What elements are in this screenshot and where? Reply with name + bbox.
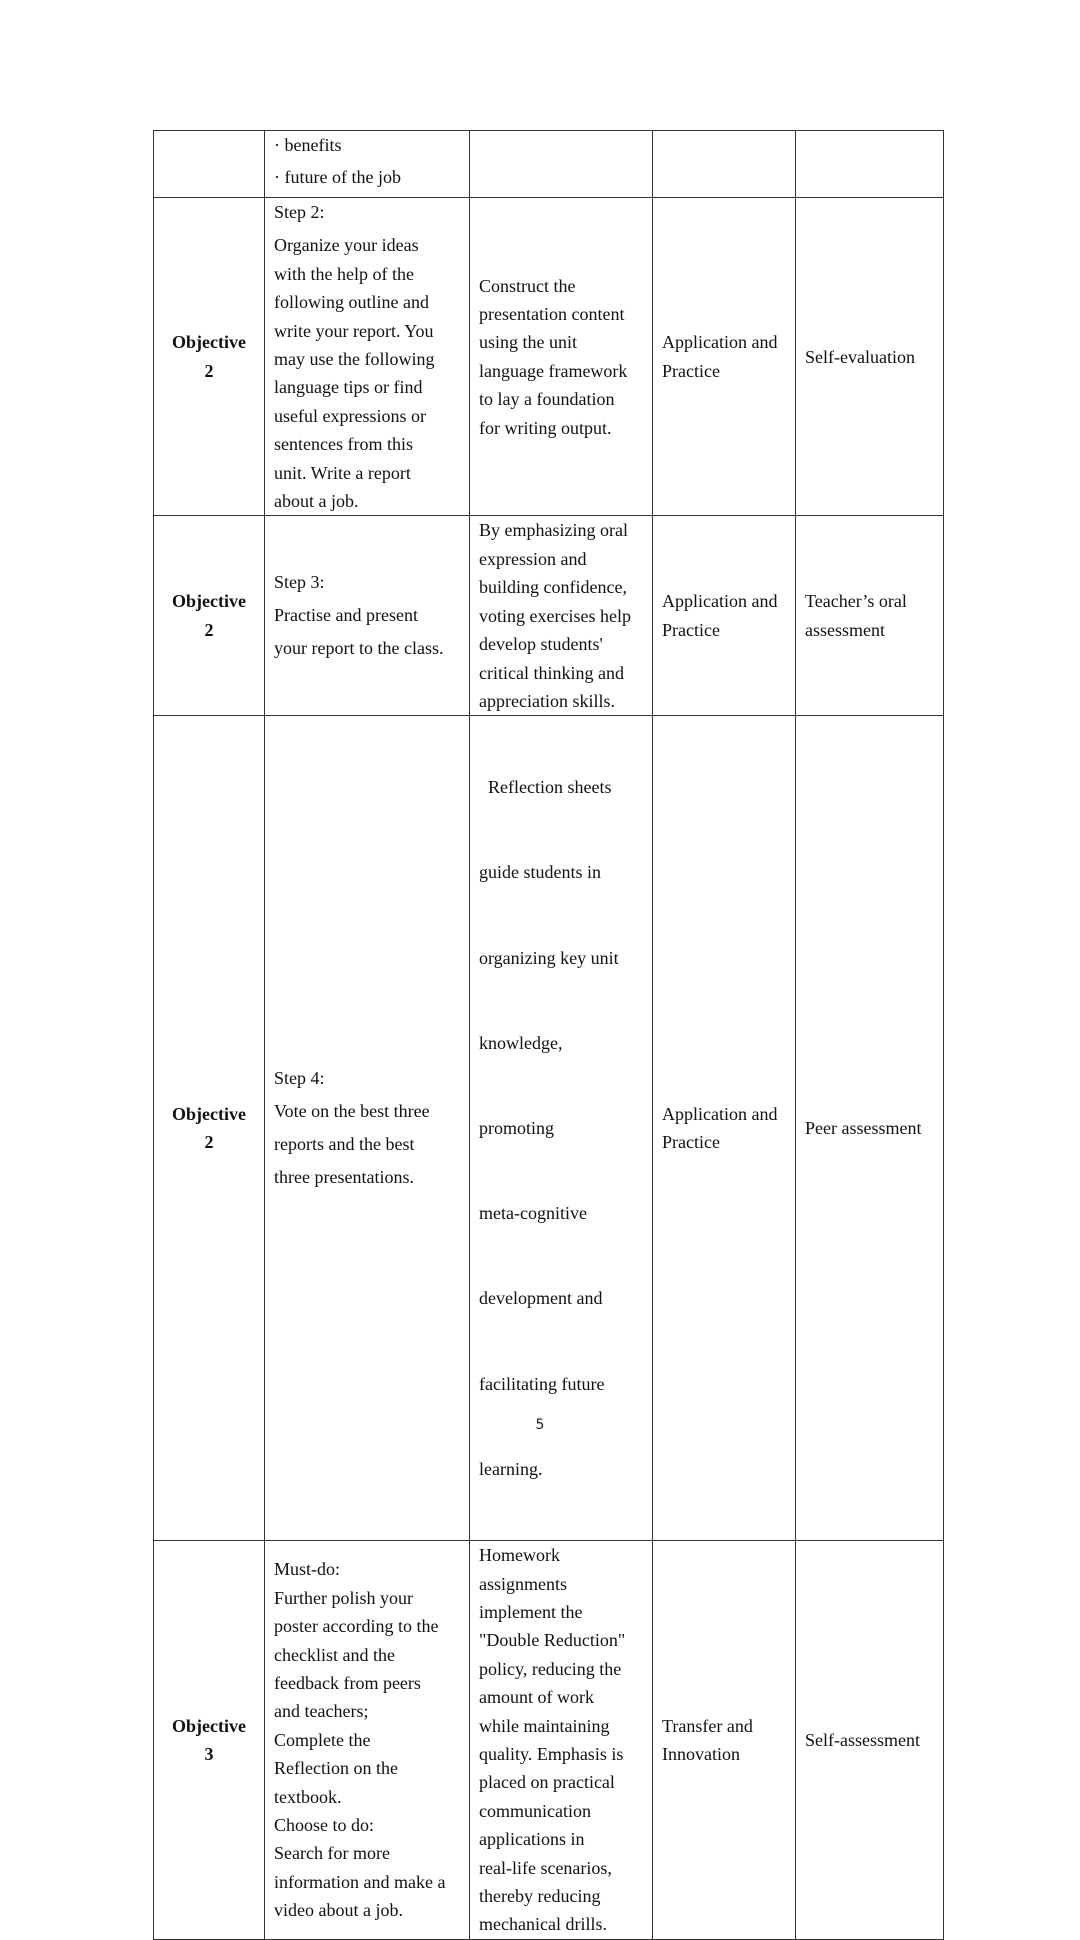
activity-line: three presentations. <box>274 1167 414 1188</box>
stage-line: Application and <box>662 332 778 353</box>
activity-cell <box>265 1541 470 1940</box>
assessment-cell <box>796 1541 944 1940</box>
objective-label: Objective <box>172 1715 246 1736</box>
intention-line: to lay a foundation <box>479 389 615 410</box>
intention-line: Construct the <box>479 275 576 296</box>
intention-cell <box>470 516 653 716</box>
intention-line: assignments <box>479 1573 567 1594</box>
intention-line: quality. Emphasis is <box>479 1743 624 1764</box>
objective-cell <box>154 516 265 716</box>
stage-line: Innovation <box>662 1743 740 1764</box>
intention-line: building confidence, <box>479 577 627 598</box>
intention-line: communication <box>479 1800 591 1821</box>
intention-line: Homework <box>479 1545 560 1566</box>
intention-cell <box>470 131 653 198</box>
activity-line: reports and the best <box>274 1134 415 1155</box>
assessment-line: Peer assessment <box>805 1118 922 1138</box>
activity-line: · benefits <box>274 135 342 155</box>
intention-line: learning. <box>479 1458 543 1479</box>
activity-line: write your report. You <box>274 320 434 341</box>
intention-line: policy, reducing the <box>479 1658 622 1679</box>
activity-line: · future of the job <box>274 167 401 188</box>
assessment-cell <box>796 516 944 716</box>
stage-line: Application and <box>662 1103 778 1124</box>
intention-cell <box>470 198 653 516</box>
activity-line: Choose to do: <box>274 1814 375 1835</box>
activity-line: following outline and <box>274 292 429 313</box>
intention-line: organizing key unit <box>479 947 619 968</box>
intention-line: mechanical drills. <box>479 1914 607 1935</box>
intention-line: voting exercises help <box>479 605 631 626</box>
activity-line: Reflection on the <box>274 1758 398 1779</box>
objective-number: 3 <box>204 1743 214 1764</box>
intention-line: using the unit <box>479 332 577 353</box>
activity-cell <box>265 198 470 516</box>
stage-line: Practice <box>662 1132 720 1153</box>
activity-line: Practise and present <box>274 605 418 626</box>
assessment-line: Teacher’s oral <box>805 591 907 612</box>
intention-line: implement the <box>479 1601 583 1622</box>
activity-heading: Step 2: <box>274 202 325 222</box>
intention-line: thereby reducing <box>479 1885 601 1906</box>
activity-line: feedback from peers <box>274 1672 421 1693</box>
assessment-cell <box>796 131 944 198</box>
intention-line: critical thinking and <box>479 662 624 683</box>
activity-line: Complete the <box>274 1729 371 1750</box>
activity-line: Organize your ideas <box>274 235 419 256</box>
intention-line: By emphasizing oral <box>479 520 628 541</box>
intention-line: while maintaining <box>479 1715 610 1736</box>
objective-label: Objective <box>172 332 246 353</box>
stage-line: Practice <box>662 360 720 381</box>
intention-line: expression and <box>479 548 587 569</box>
table-row <box>154 131 944 198</box>
intention-line: appreciation skills. <box>479 690 615 711</box>
intention-line: amount of work <box>479 1687 594 1708</box>
objective-number: 2 <box>204 1132 214 1153</box>
objective-label: Objective <box>172 1103 246 1124</box>
intention-line: language framework <box>479 360 628 381</box>
intention-line: facilitating future <box>479 1373 605 1394</box>
activity-line: may use the following <box>274 349 435 370</box>
objective-number: 2 <box>204 360 214 381</box>
intention-line: for writing output. <box>479 417 612 438</box>
objective-label: Objective <box>172 591 246 612</box>
intention-line: applications in <box>479 1829 585 1850</box>
stage-line: Practice <box>662 619 720 640</box>
activity-line: unit. Write a report <box>274 462 411 483</box>
activity-line: sentences from this <box>274 434 413 455</box>
activity-line: useful expressions or <box>274 405 426 426</box>
activity-line: Step 3: <box>274 572 325 593</box>
intention-line: promoting <box>479 1118 554 1138</box>
intention-line: real-life scenarios, <box>479 1857 612 1878</box>
assessment-line: Self-evaluation <box>805 346 915 367</box>
stage-cell <box>653 198 796 516</box>
stage-cell <box>653 1541 796 1940</box>
activity-line: Must-do: <box>274 1559 341 1580</box>
intention-line: guide students in <box>479 862 601 883</box>
activity-line: Step 4: <box>274 1068 325 1089</box>
objective-cell <box>154 198 265 516</box>
activity-cell <box>265 516 470 716</box>
intention-cell <box>470 1541 653 1940</box>
objective-cell <box>154 131 265 198</box>
table-row <box>154 516 944 716</box>
intention-line: presentation content <box>479 303 625 324</box>
intention-line: develop students' <box>479 634 603 655</box>
stage-line: Transfer and <box>662 1715 753 1736</box>
assessment-line: assessment <box>805 619 885 640</box>
activity-line: checklist and the <box>274 1644 395 1665</box>
activity-line: poster according to the <box>274 1616 439 1637</box>
page-number: 5 <box>535 1417 545 1433</box>
activity-cell <box>265 131 470 198</box>
intention-line: "Double Reduction" <box>479 1630 626 1651</box>
activity-line: language tips or find <box>274 377 423 398</box>
objective-cell <box>154 1541 265 1940</box>
lesson-plan-table <box>153 130 944 1940</box>
intention-line: Reflection sheets <box>479 777 612 798</box>
activity-line: about a job. <box>274 491 359 512</box>
intention-line: development and <box>479 1288 603 1309</box>
assessment-line: Self-assessment <box>805 1729 920 1750</box>
activity-line: textbook. <box>274 1786 342 1807</box>
activity-line: Vote on the best three <box>274 1101 430 1122</box>
intention-line: placed on practical <box>479 1772 615 1793</box>
intention-line: meta-cognitive <box>479 1203 587 1224</box>
activity-line: and teachers; <box>274 1701 369 1722</box>
stage-line: Application and <box>662 591 778 612</box>
activity-line: Further polish your <box>274 1587 413 1608</box>
activity-line: information and make a <box>274 1871 446 1892</box>
stage-cell <box>653 516 796 716</box>
table-row <box>154 1541 944 1940</box>
objective-number: 2 <box>204 619 214 640</box>
intention-line: knowledge, <box>479 1032 563 1053</box>
activity-line: your report to the class. <box>274 638 444 659</box>
activity-line: video about a job. <box>274 1900 403 1921</box>
table-row <box>154 198 944 516</box>
activity-line: Search for more <box>274 1843 390 1864</box>
activity-line: with the help of the <box>274 263 414 284</box>
stage-cell <box>653 131 796 198</box>
assessment-cell <box>796 198 944 516</box>
